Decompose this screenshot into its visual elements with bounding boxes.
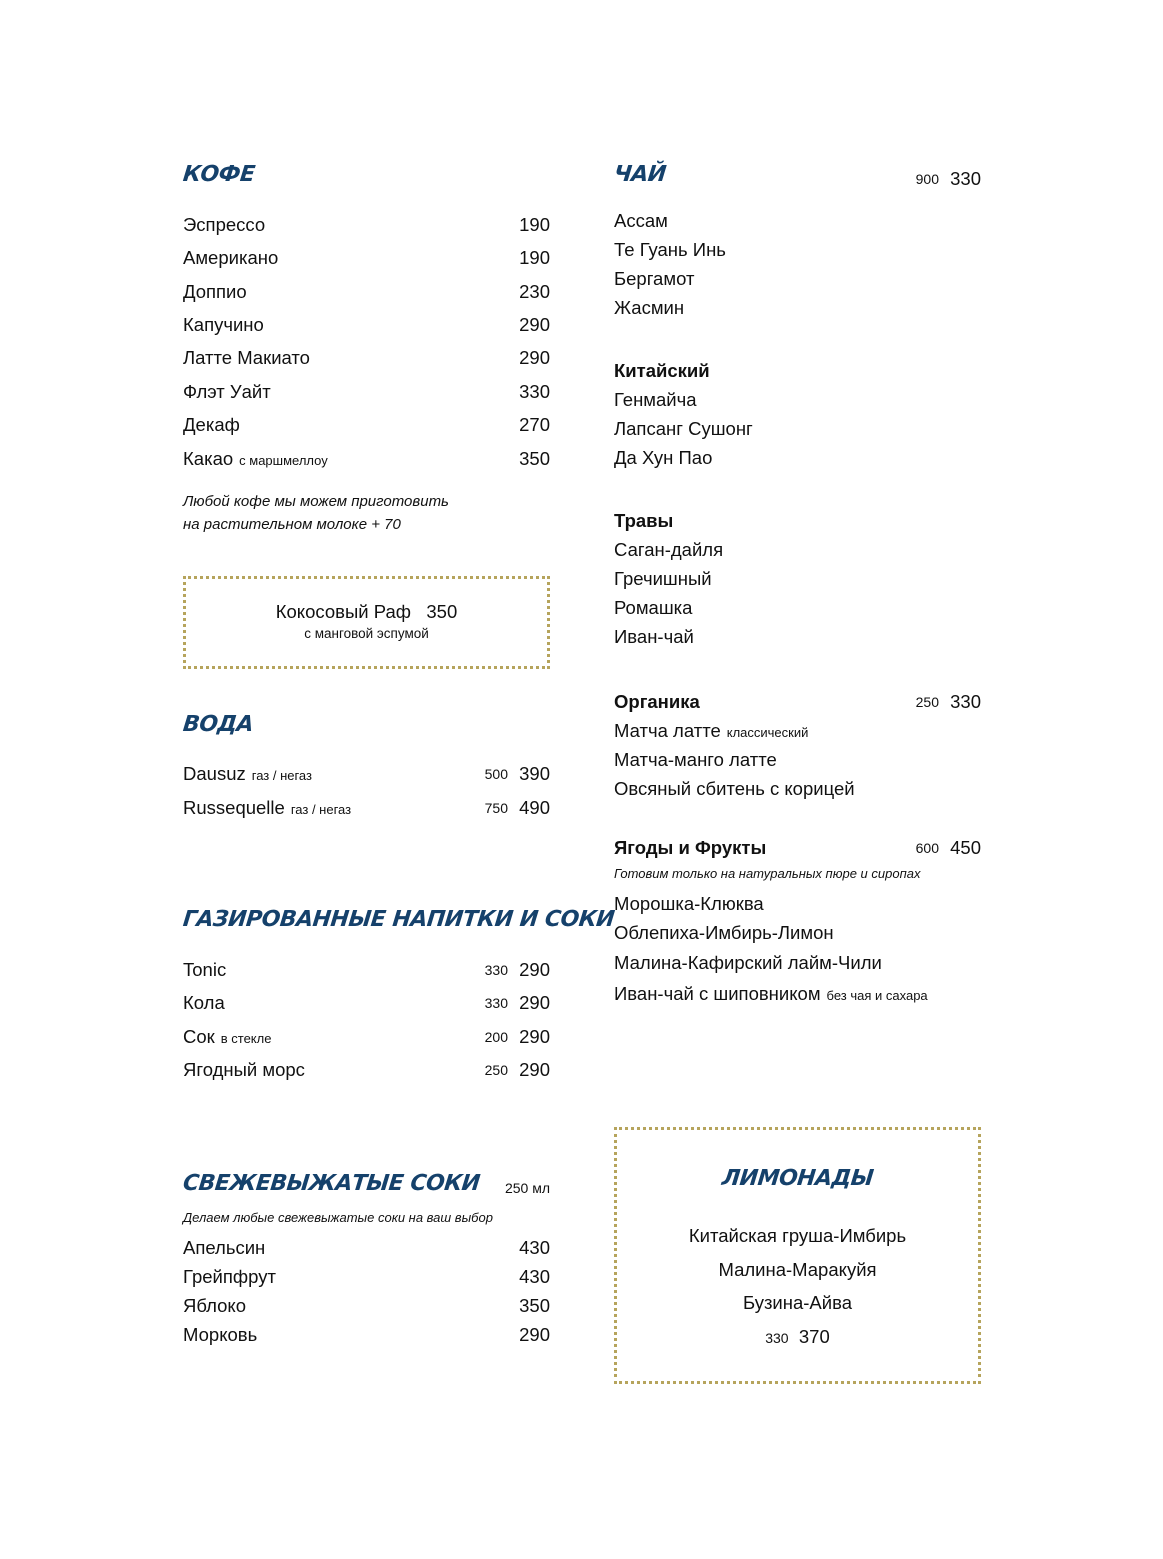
fresh-volume: 250 мл <box>504 1180 550 1196</box>
list-item: Иван-чай <box>614 626 694 647</box>
menu-item: Яблоко 350 <box>183 1295 550 1316</box>
menu-item: Russequelle газ / негаз 750 490 <box>183 797 550 818</box>
berries-header: Ягоды и Фрукты 600 450 <box>614 837 981 858</box>
list-item: Жасмин <box>614 297 685 318</box>
menu-item: Капучино 290 <box>183 314 550 335</box>
menu-item: Грейпфрут 430 <box>183 1266 550 1287</box>
list-item: Генмайча <box>614 389 697 410</box>
fresh-note: Делаем любые свежевыжатые соки на ваш выбор <box>183 1210 493 1225</box>
menu-item: Какао с маршмеллоу 350 <box>183 448 550 469</box>
list-item: Облепиха-Имбирь-Лимон <box>614 922 834 943</box>
list-item: Ромашка <box>614 597 693 618</box>
list-item: Малина-Маракуйя <box>718 1259 877 1280</box>
list-item: Китайская груша-Имбирь <box>688 1225 907 1246</box>
menu-item: Американо 190 <box>183 247 550 268</box>
fresh-heading: СВЕЖЕВЫЖАТЫЕ СОКИ <box>181 1171 481 1196</box>
menu-item: Апельсин 430 <box>183 1237 550 1258</box>
list-item: Матча-манго латте <box>614 749 777 770</box>
menu-item: Эспрессо 190 <box>183 214 550 235</box>
list-item: Овсяный сбитень с корицей <box>614 778 855 799</box>
menu-item: Доппио 230 <box>183 281 550 302</box>
lemonades-box <box>614 1127 981 1384</box>
coffee-heading: КОФЕ <box>181 162 256 187</box>
lemonades-price: 330 370 <box>765 1326 830 1347</box>
menu-item: Латте Макиато 290 <box>183 347 550 368</box>
special-offer-box <box>183 576 550 669</box>
tea-price-row: 900 330 <box>915 168 981 189</box>
menu-item: Ягодный морс 250 290 <box>183 1059 550 1080</box>
organic-header: Органика 250 330 <box>614 691 981 712</box>
list-item: Да Хун Пао <box>614 447 713 468</box>
menu-item: Морковь 290 <box>183 1324 550 1345</box>
list-item: Малина-Кафирский лайм-Чили <box>614 952 882 973</box>
menu-item: Dausuz газ / негаз 500 390 <box>183 763 550 784</box>
menu-item: Декаф 270 <box>183 414 550 435</box>
list-item: Саган-дайля <box>614 539 724 560</box>
water-heading: ВОДА <box>181 712 255 737</box>
list-item: Лапсанг Сушонг <box>614 418 753 439</box>
lemonades-heading: ЛИМОНАДЫ <box>720 1166 875 1191</box>
menu-item: Кола 330 290 <box>183 992 550 1013</box>
menu-item: Tonic 330 290 <box>183 959 550 980</box>
berries-note: Готовим только на натуральных пюре и сиропах <box>614 866 921 881</box>
coffee-note: Любой кофе мы можем приготовить на растительном молоке + 70 <box>183 493 449 533</box>
list-item: Бергамот <box>614 268 695 289</box>
special-title: Кокосовый Раф 350 <box>275 601 458 622</box>
chinese-subheading: Китайский <box>614 360 710 381</box>
menu-item: Флэт Уайт 330 <box>183 381 550 402</box>
list-item: Бузина-Айва <box>742 1292 853 1313</box>
list-item: Ассам <box>614 210 668 231</box>
list-item: Морошка-Клюква <box>614 893 764 914</box>
soda-heading: ГАЗИРОВАННЫЕ НАПИТКИ И СОКИ <box>181 907 616 932</box>
list-item: Те Гуань Инь <box>614 239 726 260</box>
special-subtitle: с манговой эспумой <box>304 626 429 641</box>
menu-item: Сок в стекле 200 290 <box>183 1026 550 1047</box>
list-item: Матча латте классический <box>614 720 809 741</box>
tea-heading: ЧАЙ <box>612 162 668 187</box>
list-item: Гречишный <box>614 568 712 589</box>
herbs-subheading: Травы <box>614 510 674 531</box>
list-item: Иван-чай с шиповником без чая и сахара <box>614 983 928 1004</box>
